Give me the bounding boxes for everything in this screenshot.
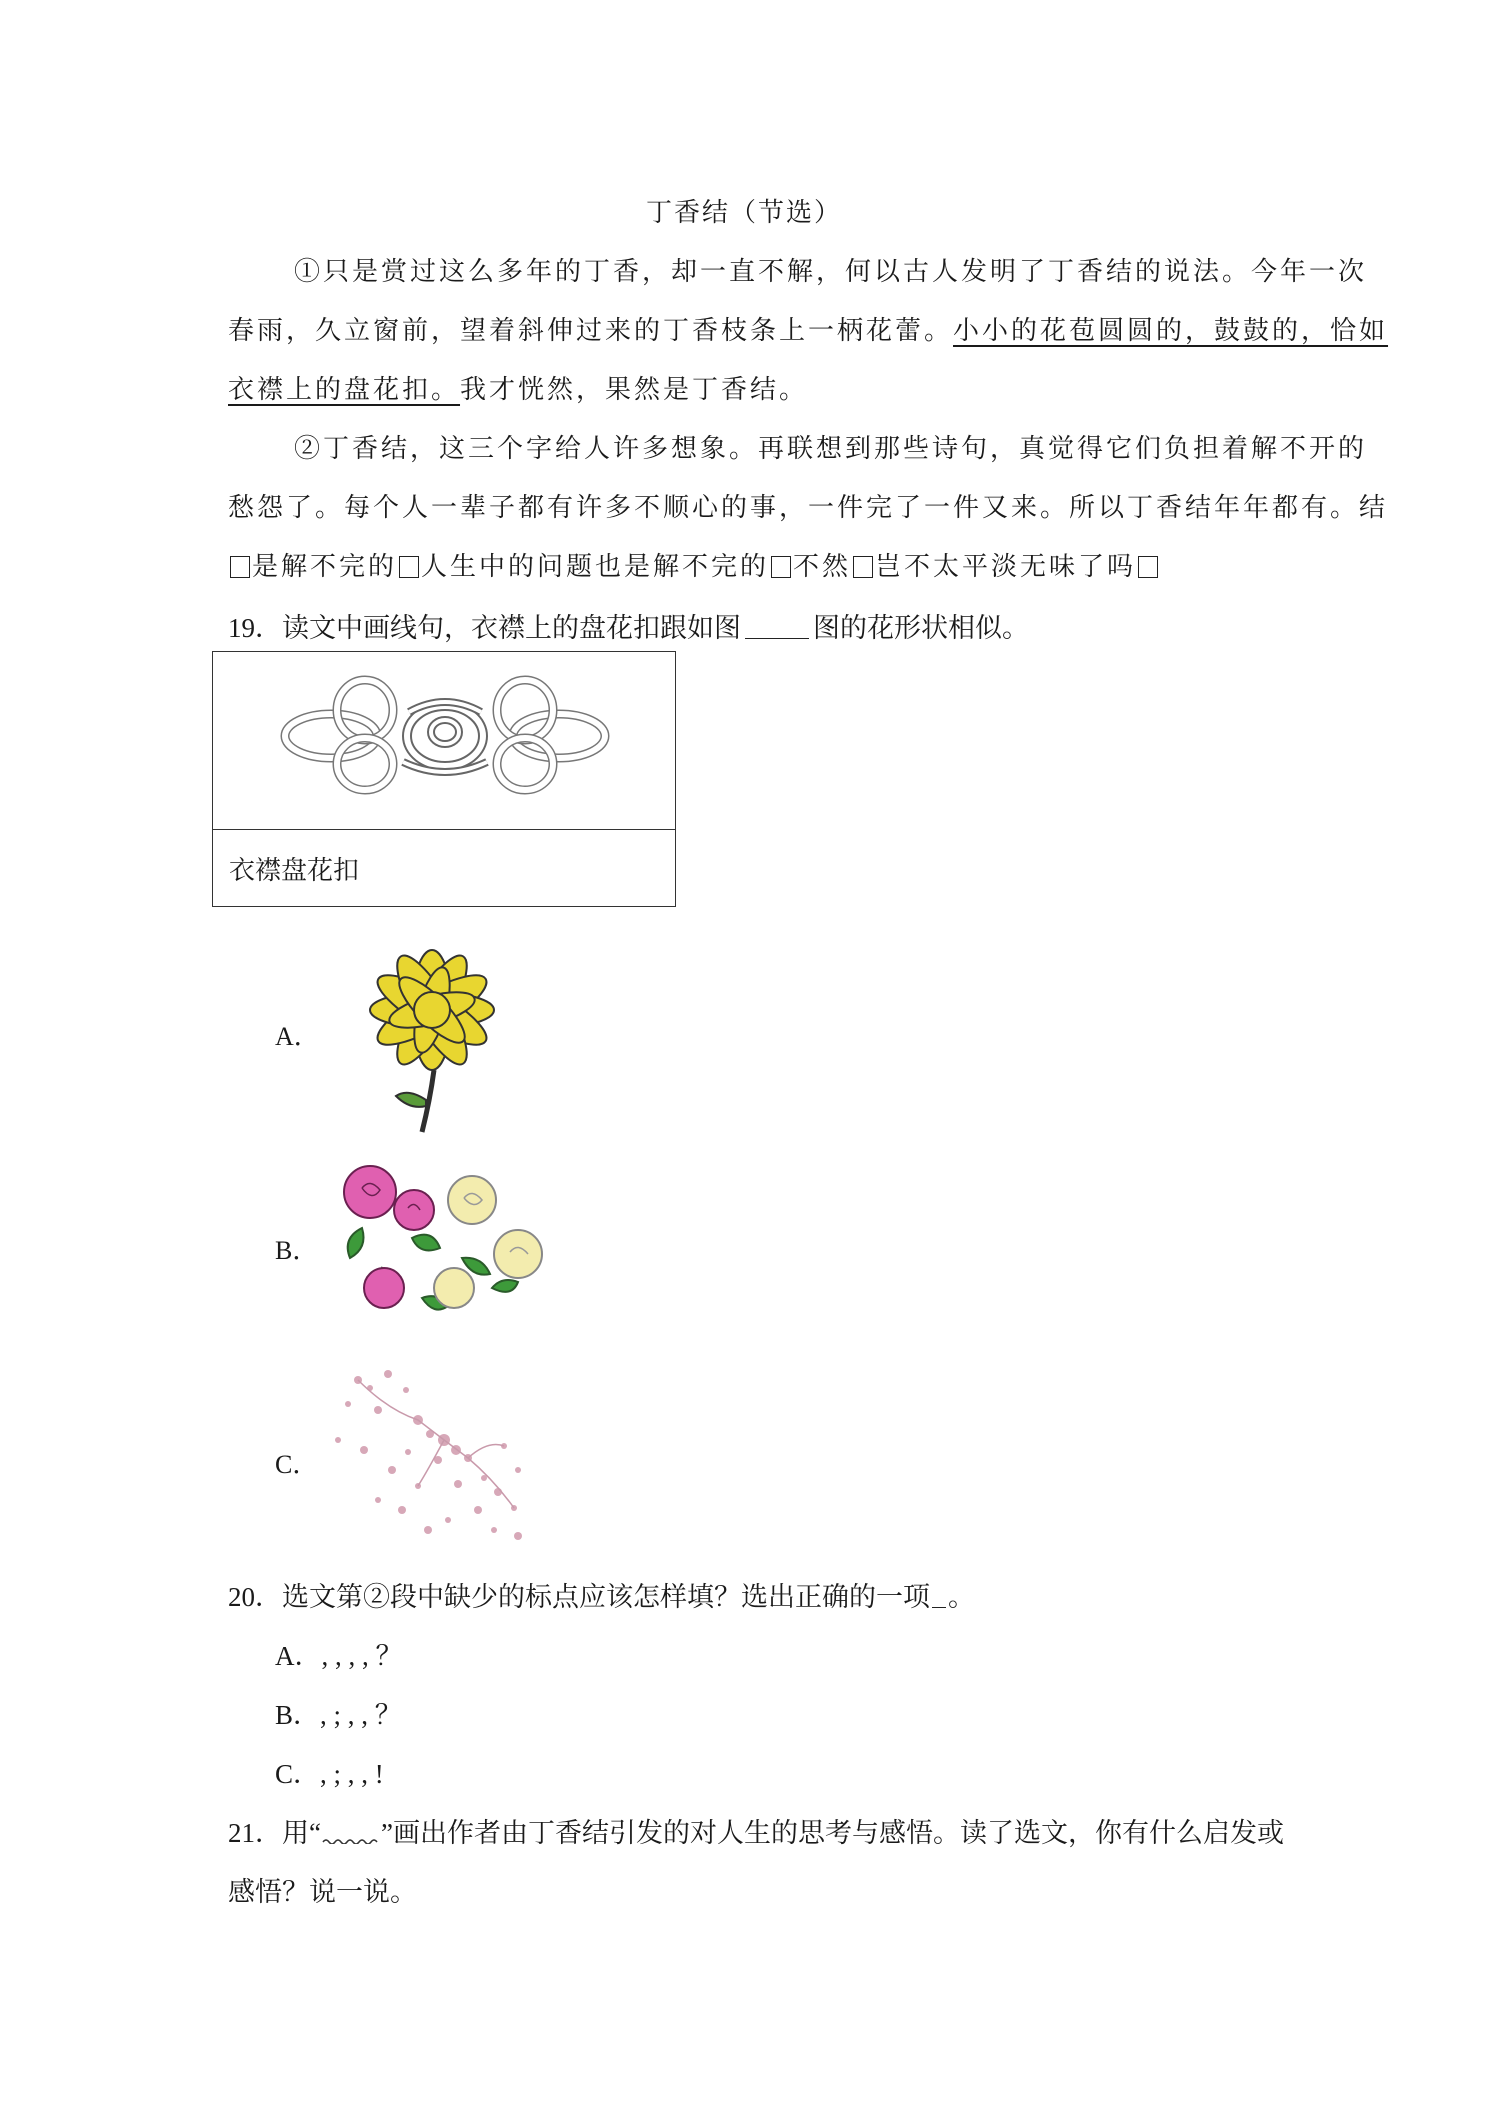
chinese-knot-button-image: [213, 652, 677, 829]
question-text: 选文第②段中缺少的标点应该怎样填？选出正确的一项: [282, 1582, 930, 1612]
paragraph-1-text: 春雨，久立窗前，望着斜伸过来的丁香枝条上一柄花蕾。: [228, 316, 954, 346]
knot-button-image-cell: [213, 652, 675, 830]
question-text: 读文中画线句，衣襟上的盘花扣跟如图: [282, 613, 741, 643]
text-segment: 是解不完的: [252, 552, 398, 582]
question-number: 21．: [228, 1818, 282, 1848]
question-21-line-2: 感悟？说一说。: [228, 1877, 417, 1907]
q20-option-a[interactable]: A．, , , , ？: [275, 1641, 403, 1671]
question-text: 图的花形状相似。: [813, 613, 1029, 643]
question-20: [228, 1575, 975, 1614]
paragraph-2-line-3: [228, 546, 1160, 583]
text-segment: 岂不太平淡无味了吗: [875, 552, 1137, 582]
answer-blank[interactable]: [932, 1585, 946, 1608]
lilac-blossoms-image[interactable]: [318, 1360, 548, 1550]
answer-blank[interactable]: [745, 616, 809, 639]
paragraph-2-line-1: ②丁香结，这三个字给人许多想象。再联想到那些诗句，真觉得它们负担着解不开的: [294, 434, 1368, 464]
underlined-sentence: 小小的花苞圆圆的，鼓鼓的，恰如: [953, 316, 1389, 346]
option-b-label[interactable]: B．: [275, 1236, 319, 1265]
wavy-underline-mark: [321, 1822, 381, 1844]
punctuation-blank-box[interactable]: [1138, 556, 1158, 578]
question-text: ”画出作者由丁香结引发的对人生的思考与感悟。读了选文，你有什么启发或: [380, 1818, 1284, 1848]
punctuation-blank-box[interactable]: [399, 556, 419, 578]
q20-option-c[interactable]: C．, ; , , !: [275, 1759, 384, 1789]
option-c-label[interactable]: C．: [275, 1450, 319, 1479]
question-number: 20．: [228, 1582, 282, 1612]
question-number: 19．: [228, 613, 282, 643]
text-segment: 不然: [793, 552, 852, 582]
option-a-label[interactable]: A．: [275, 1022, 320, 1051]
text-segment: 人生中的问题也是解不完的: [421, 552, 770, 582]
punctuation-blank-box[interactable]: [853, 556, 873, 578]
knot-button-label: 衣襟盘花扣: [229, 854, 360, 885]
reference-table: [212, 651, 676, 907]
paragraph-2-line-2: 愁怨了。每个人一辈子都有许多不顺心的事，一件完了一件又来。所以丁香结年年都有。结: [228, 493, 1389, 523]
q20-option-b[interactable]: B．, ; , , ？: [275, 1700, 402, 1730]
paragraph-1-line-1: ①只是赏过这么多年的丁香，却一直不解，何以古人发明了丁香结的说法。今年一次: [294, 257, 1368, 287]
chrysanthemum-image[interactable]: [322, 920, 542, 1140]
underlined-sentence-end: 衣襟上的盘花扣。: [228, 375, 461, 405]
paragraph-1-line-3: [228, 369, 808, 406]
punctuation-blank-box[interactable]: [230, 556, 250, 578]
question-text: 用“: [282, 1818, 321, 1848]
question-21: [228, 1811, 1284, 1850]
punctuation-blank-box[interactable]: [771, 556, 791, 578]
question-text-end: 。: [948, 1582, 975, 1612]
paragraph-1-text-end: 我才恍然，果然是丁香结。: [460, 375, 809, 405]
roses-image[interactable]: [322, 1148, 562, 1328]
passage-title: 丁香结（节选）: [645, 198, 842, 228]
paragraph-1-line-2: [228, 310, 1388, 347]
question-19: [228, 606, 1029, 645]
